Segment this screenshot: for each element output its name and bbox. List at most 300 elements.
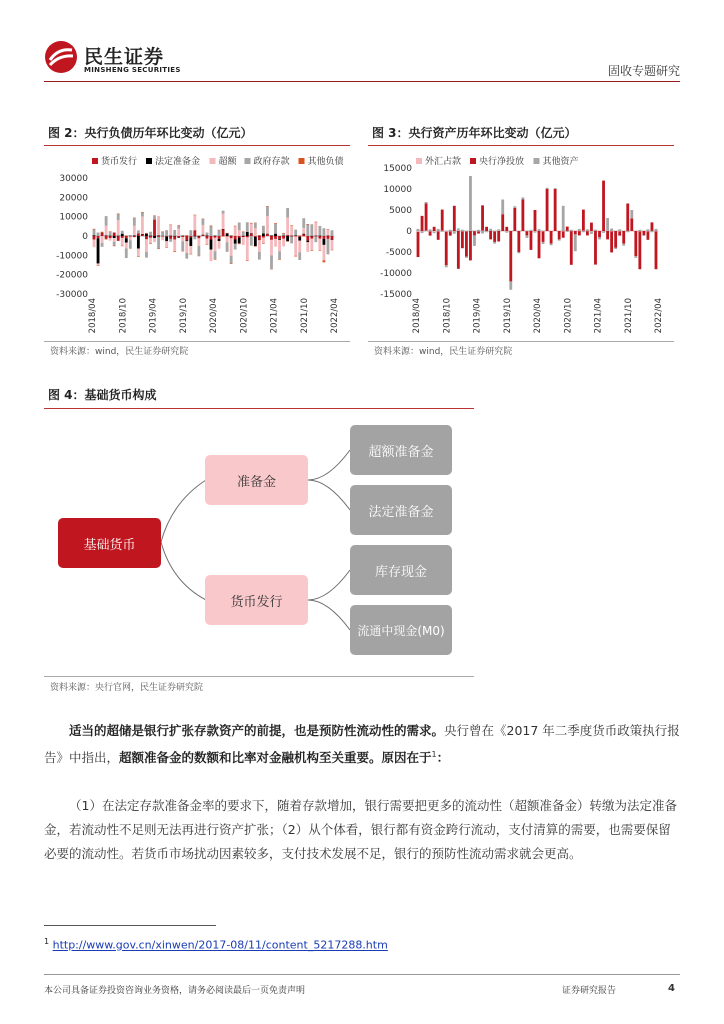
chart2-bar-segment (294, 235, 297, 236)
chart3-bar-segment (546, 188, 549, 189)
chart2-bar-segment (129, 248, 132, 249)
chart2-bar-segment (246, 237, 249, 260)
chart2-bar-segment (97, 265, 100, 266)
chart3-bar-segment (453, 231, 456, 234)
chart2-bar-segment (113, 236, 116, 238)
chart2-bar-segment (274, 239, 277, 247)
chart3-bar-segment (521, 231, 524, 232)
chart3-bar-segment (602, 231, 605, 233)
chart2-bar-segment (141, 213, 144, 217)
chart2-bar-segment (310, 236, 313, 237)
chart3-xtick-label: 2021/10 (623, 298, 634, 334)
chart3-bar-segment (445, 232, 448, 266)
chart3-bar-segment (417, 231, 420, 232)
chart2-bar-segment (258, 236, 261, 240)
chart2-bar-segment (214, 238, 217, 252)
chart3-bar-segment (614, 231, 617, 248)
figure4-title: 图 4：基础货币构成 (48, 388, 157, 402)
figure2-chart (44, 150, 350, 340)
chart2-legend-swatch (146, 158, 152, 164)
chart3-bar-segment (485, 231, 488, 232)
chart2-bar-segment (327, 236, 330, 239)
chart2-bar-segment (270, 240, 273, 255)
chart3-bar-segment (554, 189, 557, 231)
chart3-bar-segment (590, 223, 593, 231)
chart3-bar-segment (618, 231, 621, 235)
chart2-bar-segment (93, 229, 96, 230)
chart3-bar-segment (505, 227, 508, 231)
chart2-bar-segment (242, 236, 245, 237)
chart3-xtick-label: 2020/04 (533, 298, 543, 334)
chart3-xtick-label: 2020/10 (563, 298, 574, 334)
chart2-bar-segment (218, 230, 221, 231)
chart3-bar-segment (441, 231, 444, 232)
chart3-bar-segment (489, 231, 492, 239)
chart2-bar-segment (121, 236, 124, 238)
chart2-legend-swatch (92, 158, 98, 164)
chart3-bar-segment (425, 203, 428, 230)
chart2-bar-segment (113, 246, 116, 247)
chart2-xtick-label: 2022/04 (330, 298, 340, 334)
chart2-bar-segment (105, 236, 108, 239)
chart2-bar-segment (222, 229, 225, 236)
chart2-bar-segment (149, 238, 152, 244)
chart3-ytick-label: -15000 (380, 290, 412, 300)
chart2-xtick-label: 2021/04 (269, 298, 280, 334)
chart3-bar-segment (651, 222, 654, 230)
chart2-bar-segment (101, 243, 104, 247)
chart2-bar-segment (331, 236, 334, 240)
chart2-bar-segment (286, 218, 289, 235)
chart3-bar-segment (582, 210, 585, 231)
figure3-source: 资料来源：wind，民生证券研究院 (374, 347, 513, 357)
chart2-bar-segment (314, 222, 317, 236)
chart2-bar-segment (117, 236, 120, 237)
chart2-bar-segment (185, 241, 188, 253)
chart2-bar-segment (185, 235, 188, 236)
brand-name-cn: 民生证券 (84, 46, 165, 68)
chart3-bar-segment (598, 237, 601, 239)
chart3-bar-segment (509, 281, 512, 289)
chart3-bar-segment (465, 257, 468, 258)
chart2-bar-segment (290, 225, 293, 226)
chart2-legend-label: 货币发行 (101, 157, 138, 167)
chart3-bar-segment (651, 231, 654, 232)
footnote (44, 937, 388, 952)
chart2-bar-segment (282, 233, 285, 235)
chart3-bar-segment (642, 235, 645, 236)
chart2-bar-segment (153, 220, 156, 236)
chart2-bar-segment (113, 242, 116, 246)
chart2-bar-segment (286, 241, 289, 242)
chart2-bar-segment (206, 233, 209, 236)
chart2-bar-segment (165, 241, 168, 247)
footnote-number: 1 (44, 937, 50, 946)
chart2-bar-segment (306, 224, 309, 225)
chart3-bar-segment (538, 229, 541, 231)
chart2-xtick-label: 2020/04 (209, 298, 219, 334)
chart2-bar-segment (302, 236, 305, 237)
figure3-chart (368, 150, 674, 340)
chart3-bar-segment (546, 231, 549, 232)
chart2-bar-segment (323, 239, 326, 245)
chart2-bar-segment (197, 236, 200, 238)
chart2-bar-segment (266, 234, 269, 236)
logo-icon (44, 40, 78, 74)
chart2-bar-segment (105, 216, 108, 226)
chart2-bar-segment (105, 239, 108, 240)
diagram-leaf-m0: 流通中现金(M0) (350, 605, 452, 655)
chart3-bar-segment (501, 200, 504, 215)
chart2-bar-segment (149, 244, 152, 245)
chart2-bar-segment (314, 222, 317, 223)
chart2-bar-segment (173, 251, 176, 252)
paragraph-1-end: ： (436, 750, 450, 766)
chart2-bar-segment (121, 238, 124, 246)
chart3-bar-segment (473, 231, 476, 235)
paragraph-1-emphasis: 超额准备金的数额和比率对金融机构至关重要。原因在于 (119, 750, 432, 766)
footnote-link[interactable]: http://www.gov.cn/xinwen/2017-08/11/content_5217288.htm (52, 938, 388, 952)
chart3-bar-segment (445, 265, 448, 267)
chart3-bar-segment (481, 231, 484, 234)
chart2-legend-label: 其他负债 (307, 157, 344, 167)
chart2-bar-segment (93, 235, 96, 236)
chart2-bar-segment (310, 224, 313, 236)
chart2-bar-segment (234, 236, 237, 239)
chart2-bar-segment (331, 240, 334, 250)
chart3-bar-segment (493, 242, 496, 244)
chart2-bar-segment (222, 211, 225, 214)
chart2-bar-segment (258, 235, 261, 236)
chart2-xtick-label: 2021/10 (299, 298, 310, 334)
chart2-bar-segment (282, 236, 285, 239)
chart3-bar-segment (509, 231, 512, 281)
chart2-bar-segment (145, 234, 148, 236)
chart3-bar-segment (630, 231, 633, 232)
chart2-bar-segment (323, 236, 326, 239)
chart2-bar-segment (318, 236, 321, 237)
chart2-legend-swatch (245, 158, 251, 164)
chart2-bar-segment (206, 235, 209, 236)
chart2-bar-segment (306, 241, 309, 243)
chart2-ytick-label: 20000 (59, 193, 88, 204)
chart2-bar-segment (318, 236, 321, 239)
paragraph-1 (44, 719, 680, 770)
chart2-bar-segment (274, 224, 277, 234)
paragraph-1-text: 央行曾在《2017 年二季度货币政策执行报告》中指出， (44, 723, 680, 766)
chart3-bar-segment (606, 218, 609, 231)
chart2-bar-segment (161, 232, 164, 233)
chart2-bar-segment (153, 236, 156, 238)
chart3-bar-segment (578, 231, 581, 235)
chart3-bar-segment (473, 235, 476, 246)
chart2-bar-segment (262, 233, 265, 236)
chart2-bar-segment (262, 226, 265, 234)
chart3-ytick-label: -10000 (380, 269, 412, 279)
chart2-bar-segment (109, 238, 112, 241)
chart2-bar-segment (137, 233, 140, 236)
chart3-bar-segment (562, 231, 565, 237)
chart2-bar-segment (109, 236, 112, 237)
chart3-xtick-label: 2018/10 (442, 298, 453, 334)
chart2-bar-segment (113, 238, 116, 242)
chart2-bar-segment (327, 239, 330, 254)
chart3-bar-segment (655, 229, 658, 231)
chart2-xtick-label: 2019/10 (178, 298, 189, 334)
chart3-bar-segment (461, 230, 464, 231)
chart2-bar-segment (206, 236, 209, 239)
chart2-bar-segment (274, 223, 277, 224)
chart2-bar-segment (210, 226, 213, 236)
chart2-bar-segment (197, 238, 200, 246)
chart2-legend-label: 法定准备金 (155, 157, 201, 167)
chart2-bar-segment (314, 236, 317, 242)
chart2-bar-segment (274, 234, 277, 236)
figure2-title: 图 2：央行负债历年环比变动（亿元） (48, 126, 253, 140)
chart3-bar-segment (550, 231, 553, 244)
brand-name-en: MINSHENG SECURITIES (84, 66, 181, 74)
chart2-xtick-label: 2018/04 (88, 298, 98, 334)
chart2-bar-segment (202, 219, 205, 220)
chart2-ytick-label: -20000 (56, 270, 88, 281)
chart2-bar-segment (306, 242, 309, 252)
chart2-bar-segment (133, 226, 136, 236)
chart2-bar-segment (137, 236, 140, 249)
report-section: 固收专题研究 (607, 64, 680, 78)
paragraph-2: （1）在法定存款准备金率的要求下，随着存款增加，银行需要把更多的流动性（超额准备金）转缴为法定准备金，若流动性不足则无法再进行资产扩张；（2）从个体看，银行都有资金跨行流动，支付清算的需要，也需要保留必要的流动性。若货币市场扰动因素较多，支付技术发展不足，银行的预防性流动需求就会更高。 (44, 798, 677, 861)
chart3-legend-swatch (416, 158, 422, 164)
chart3-bar-segment (594, 231, 597, 265)
chart3-xtick-label: 2019/10 (502, 298, 513, 334)
chart3-bar-segment (626, 231, 629, 232)
chart2-bar-segment (129, 240, 132, 248)
chart2-bar-segment (250, 223, 253, 233)
chart2-legend-swatch (299, 158, 305, 164)
chart2-bar-segment (153, 216, 156, 219)
chart2-bar-segment (294, 230, 297, 236)
chart2-bar-segment (331, 250, 334, 251)
footer-report-type: 证券研究报告 (562, 986, 617, 996)
chart3-bar-segment (433, 231, 436, 232)
chart2-bar-segment (210, 236, 213, 239)
chart2-bar-segment (331, 230, 334, 236)
chart2-ytick-label: -10000 (56, 251, 88, 262)
chart2-bar-segment (254, 222, 257, 228)
chart2-bar-segment (165, 237, 168, 242)
chart2-bar-segment (290, 226, 293, 236)
chart2-bar-segment (165, 230, 168, 236)
chart2-bar-segment (121, 246, 124, 247)
chart2-bar-segment (113, 233, 116, 236)
chart2-bar-segment (294, 236, 297, 255)
chart2-bar-segment (177, 226, 180, 229)
chart3-bar-segment (497, 229, 500, 230)
chart2-bar-segment (193, 230, 196, 236)
chart2-bar-segment (278, 240, 281, 252)
chart2-bar-segment (230, 238, 233, 255)
chart2-bar-segment (302, 218, 305, 228)
chart2-bar-segment (177, 237, 180, 238)
chart2-bar-segment (181, 236, 184, 237)
chart3-bar-segment (453, 206, 456, 231)
chart2-bar-segment (105, 226, 108, 236)
chart2-bar-segment (238, 230, 241, 236)
chart2-bar-segment (314, 236, 317, 237)
chart3-ytick-label: -5000 (385, 248, 412, 258)
chart2-bar-segment (266, 206, 269, 207)
chart2-bar-segment (169, 239, 172, 242)
chart2-bar-segment (169, 236, 172, 237)
figure3-rule (368, 145, 674, 146)
chart3-ytick-label: 0 (406, 227, 412, 237)
chart2-bar-segment (298, 237, 301, 241)
chart3-bar-segment (505, 231, 508, 232)
chart2-bar-segment (157, 237, 160, 249)
chart2-bar-segment (238, 222, 241, 230)
chart2-bar-segment (282, 239, 285, 247)
chart2-bar-segment (214, 251, 217, 259)
chart3-legend-swatch (534, 158, 540, 164)
chart3-bar-segment (630, 218, 633, 231)
chart2-bar-segment (169, 236, 172, 239)
chart2-bar-segment (318, 250, 321, 251)
chart3-bar-segment (622, 244, 625, 246)
chart3-bar-segment (477, 231, 480, 233)
chart3-bar-segment (630, 210, 633, 218)
chart3-bar-segment (578, 229, 581, 231)
figure3-title: 图 3：央行资产历年环比变动（亿元） (372, 126, 577, 140)
chart2-bar-segment (274, 236, 277, 239)
chart3-bar-segment (489, 229, 492, 231)
chart2-bar-segment (306, 224, 309, 236)
chart3-bar-segment (622, 231, 625, 244)
chart2-bar-segment (193, 215, 196, 230)
chart2-bar-segment (93, 239, 96, 247)
chart2-bar-segment (101, 233, 104, 236)
chart2-bar-segment (197, 256, 200, 257)
chart3-bar-segment (542, 231, 545, 242)
chart3-bar-segment (586, 229, 589, 231)
chart2-bar-segment (129, 236, 132, 237)
chart2-bar-segment (153, 238, 156, 242)
chart3-bar-segment (517, 252, 520, 253)
chart3-bar-segment (558, 231, 561, 239)
chart2-bar-segment (206, 244, 209, 245)
chart3-bar-segment (598, 231, 601, 237)
chart2-bar-segment (141, 234, 144, 235)
chart2-bar-segment (218, 236, 221, 239)
chart2-bar-segment (193, 215, 196, 216)
chart3-bar-segment (485, 227, 488, 231)
chart3-bar-segment (457, 228, 460, 230)
chart3-bar-segment (433, 232, 436, 233)
chart3-bar-segment (566, 231, 569, 232)
chart2-bar-segment (189, 237, 192, 246)
chart2-bar-segment (210, 250, 213, 262)
chart2-bar-segment (294, 256, 297, 257)
figure4-rule (44, 408, 474, 409)
chart2-bar-segment (218, 230, 221, 236)
chart2-legend-label: 政府存款 (253, 157, 290, 167)
chart3-bar-segment (425, 231, 428, 232)
chart2-bar-segment (258, 240, 261, 252)
footnote-ref[interactable]: 1 (431, 750, 437, 759)
chart3-bar-segment (534, 231, 537, 232)
chart3-bar-segment (445, 231, 448, 232)
chart2-bar-segment (185, 253, 188, 259)
chart2-bar-segment (310, 236, 313, 239)
chart3-bar-segment (570, 230, 573, 231)
chart3-bar-segment (457, 231, 460, 269)
chart3-bar-segment (469, 231, 472, 260)
chart3-bar-segment (590, 231, 593, 234)
chart2-bar-segment (286, 236, 289, 241)
chart3-bar-segment (421, 216, 424, 231)
chart2-bar-segment (327, 229, 330, 230)
chart3-bar-segment (538, 231, 541, 258)
chart2-bar-segment (177, 236, 180, 237)
chart2-bar-segment (278, 239, 281, 240)
figure2-rule (44, 145, 350, 146)
chart2-bar-segment (278, 236, 281, 239)
chart3-bar-segment (570, 231, 573, 265)
chart2-bar-segment (145, 252, 148, 258)
chart3-ytick-label: 15000 (383, 164, 412, 174)
chart3-bar-segment (638, 230, 641, 231)
chart2-xtick-label: 2018/10 (118, 298, 129, 334)
chart3-bar-segment (461, 231, 464, 248)
chart2-bar-segment (173, 236, 176, 239)
chart2-bar-segment (109, 232, 112, 236)
chart3-bar-segment (501, 231, 504, 232)
chart2-bar-segment (222, 229, 225, 230)
paragraph-1-lead: 适当的超储是银行扩张存款资产的前提，也是预防性流动性的需求。 (69, 723, 445, 738)
chart2-bar-segment (282, 236, 285, 237)
chart3-legend-swatch (470, 158, 476, 164)
footnote-divider (44, 925, 216, 926)
chart2-bar-segment (202, 235, 205, 236)
chart2-bar-segment (97, 238, 100, 263)
chart3-ytick-label: 5000 (389, 206, 412, 216)
chart2-bar-segment (246, 232, 249, 236)
chart2-bar-segment (117, 214, 120, 215)
chart2-bar-segment (125, 236, 128, 238)
chart2-bar-segment (109, 231, 112, 232)
chart2-bar-segment (266, 207, 269, 217)
chart3-bar-segment (513, 206, 516, 208)
chart2-bar-segment (282, 233, 285, 234)
chart3-bar-segment (554, 188, 557, 189)
chart3-bar-segment (513, 231, 516, 232)
chart2-bar-segment (246, 222, 249, 232)
chart2-bar-segment (222, 214, 225, 229)
chart2-bar-segment (157, 236, 160, 237)
chart2-bar-segment (302, 234, 305, 236)
diagram-node-currency-issued: 货币发行 (205, 575, 308, 625)
chart2-bar-segment (226, 233, 229, 234)
chart3-bar-segment (634, 231, 637, 256)
chart2-bar-segment (149, 236, 152, 238)
chart2-bar-segment (234, 226, 237, 227)
chart2-bar-segment (234, 226, 237, 236)
chart2-bar-segment (270, 235, 273, 236)
chart2-bar-segment (226, 233, 229, 236)
chart2-bar-segment (133, 236, 136, 237)
chart3-bar-segment (497, 231, 500, 242)
chart3-bar-segment (417, 229, 420, 231)
chart3-bar-segment (526, 235, 529, 238)
chart3-bar-segment (655, 231, 658, 269)
